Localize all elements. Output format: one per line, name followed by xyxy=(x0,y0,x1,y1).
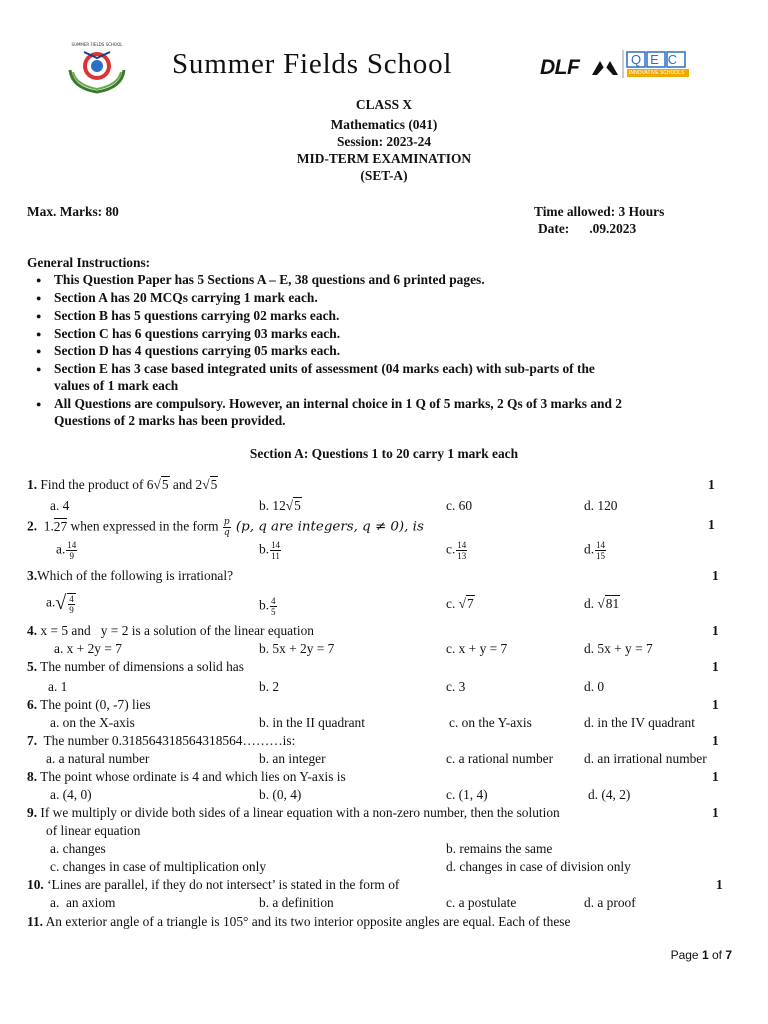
instruction-item: Section D has 4 questions carrying 05 marks each. xyxy=(54,343,341,358)
question-1: 1. Find the product of 6√5 and 2√5 xyxy=(27,477,218,492)
marks-2: 1 xyxy=(708,517,715,532)
marks-4: 1 xyxy=(712,623,719,638)
question-4: 4. x = 5 and y = 2 is a solution of the linear equation xyxy=(27,623,314,638)
time-allowed: Time allowed: 3 Hours xyxy=(534,204,665,219)
option-9c: c. changes in case of multiplication only xyxy=(50,859,267,874)
session-label: Session: 2023-24 xyxy=(336,134,432,149)
option-1d: d. 120 xyxy=(584,498,618,513)
marks-5: 1 xyxy=(712,659,719,674)
option-7a: a. a natural number xyxy=(46,751,150,766)
marks-10: 1 xyxy=(716,877,723,892)
page-number: Page 1 of 7 xyxy=(670,948,732,962)
bullet-icon: ● xyxy=(36,399,42,409)
instruction-item: All Questions are compulsory. However, an internal choice in 1 Q of 5 marks, 2 Qs of 3 marks and 2 xyxy=(54,396,622,411)
bullet-icon: ● xyxy=(36,364,42,374)
option-6d: d. in the IV quadrant xyxy=(584,715,695,730)
bullet-icon: ● xyxy=(36,311,42,321)
option-8a: a. (4, 0) xyxy=(50,787,92,802)
marks-3: 1 xyxy=(712,568,719,583)
set-label: (SET-A) xyxy=(360,168,408,183)
option-6b: b. in the II quadrant xyxy=(259,715,365,730)
marks-1: 1 xyxy=(708,477,715,492)
qec-subtitle: INNOVATIVE SCHOOLS xyxy=(629,70,685,76)
bullet-icon: ● xyxy=(36,346,42,356)
question-7: 7. The number 0.318564318564318564………is: xyxy=(27,733,296,748)
qec-letters: QEC xyxy=(631,52,687,67)
bullet-icon: ● xyxy=(36,329,42,339)
option-1b: b. 12√5 xyxy=(259,498,301,513)
instructions-heading: General Instructions: xyxy=(27,255,151,270)
option-3d: d. √81 xyxy=(584,596,620,611)
section-a-heading: Section A: Questions 1 to 20 carry 1 mark each xyxy=(249,446,519,461)
dlf-logo-text: DLF xyxy=(540,56,580,79)
school-name-title: Summer Fields School xyxy=(172,48,453,80)
question-6: 6. The point (0, -7) lies xyxy=(27,697,151,712)
exam-date: Date: .09.2023 xyxy=(538,221,637,236)
question-9: 9. If we multiply or divide both sides of a linear equation with a non-zero number, then the solution xyxy=(27,805,560,820)
question-8: 8. The point whose ordinate is 4 and which lies on Y-axis is xyxy=(27,769,346,784)
instruction-item: Section B has 5 questions carrying 02 marks each. xyxy=(54,308,340,323)
instruction-item: This Question Paper has 5 Sections A – E, 38 questions and 6 printed pages. xyxy=(54,272,485,287)
instruction-item: Section C has 6 questions carrying 03 marks each. xyxy=(54,326,341,341)
option-9d: d. changes in case of division only xyxy=(446,859,631,874)
option-4d: d. 5x + y = 7 xyxy=(584,641,653,656)
qec-logo xyxy=(622,50,694,80)
question-2: 2. 1.27 when expressed in the form $\frac{p}{q}$ (p, q are integers, q ≠ 0), is xyxy=(27,517,424,538)
option-2a: a. $\frac{14}{9}$ xyxy=(56,540,77,561)
option-6a: a. on the X-axis xyxy=(50,715,135,730)
option-4a: a. x + 2y = 7 xyxy=(54,641,122,656)
option-6c: c. on the Y-axis xyxy=(449,715,532,730)
option-5b: b. 2 xyxy=(259,679,280,694)
subject-label: Mathematics (041) xyxy=(330,117,438,132)
instruction-item-continued: values of 1 mark each xyxy=(54,378,179,393)
option-1a: a. 4 xyxy=(50,498,70,513)
exam-name: MID-TERM EXAMINATION xyxy=(296,151,472,166)
option-8b: b. (0, 4) xyxy=(259,787,302,802)
question-5: 5. The number of dimensions a solid has xyxy=(27,659,244,674)
bullet-icon: ● xyxy=(36,293,42,303)
option-8d: d. (4, 2) xyxy=(588,787,631,802)
class-label: CLASS X xyxy=(355,97,413,112)
option-4b: b. 5x + 2y = 7 xyxy=(259,641,335,656)
option-2c: c. $\frac{14}{13}$ xyxy=(446,540,467,561)
instruction-item-continued: Questions of 2 marks has been provided. xyxy=(54,413,286,428)
marks-8: 1 xyxy=(712,769,719,784)
option-7b: b. an integer xyxy=(259,751,326,766)
question-3: 3.Which of the following is irrational? xyxy=(27,568,234,583)
option-5a: a. 1 xyxy=(48,679,68,694)
option-1c: c. 60 xyxy=(446,498,473,513)
option-3b: b. $\frac{4}{5}$ xyxy=(259,596,276,617)
option-3c: c. √7 xyxy=(446,596,474,611)
option-2b: b. $\frac{14}{11}$ xyxy=(259,540,281,561)
bullet-icon: ● xyxy=(36,275,42,285)
option-5d: d. 0 xyxy=(584,679,605,694)
option-5c: c. 3 xyxy=(446,679,466,694)
instruction-item: Section A has 20 MCQs carrying 1 mark each. xyxy=(54,290,318,305)
option-9a: a. changes xyxy=(50,841,106,856)
svg-text:SUMMER FIELDS SCHOOL: SUMMER FIELDS SCHOOL xyxy=(71,42,123,47)
option-3a: a.√ $\frac{4}{9}$ xyxy=(46,592,74,615)
marks-6: 1 xyxy=(712,697,719,712)
instruction-item: Section E has 3 case based integrated units of assessment (04 marks each) with sub-parts of the xyxy=(54,361,595,376)
option-7d: d. an irrational number xyxy=(584,751,707,766)
school-crest-logo xyxy=(64,40,130,94)
option-10b: b. a definition xyxy=(259,895,334,910)
dlf-triangle-icon xyxy=(590,57,620,77)
option-10d: d. a proof xyxy=(584,895,636,910)
option-8c: c. (1, 4) xyxy=(446,787,488,802)
question-9-continued: of linear equation xyxy=(46,823,141,838)
max-marks: Max. Marks: 80 xyxy=(27,204,119,219)
option-9b: b. remains the same xyxy=(446,841,553,856)
option-7c: c. a rational number xyxy=(446,751,554,766)
question-10: 10. ‘Lines are parallel, if they do not intersect’ is stated in the form of xyxy=(27,877,400,892)
option-10c: c. a postulate xyxy=(446,895,517,910)
option-2d: d. $\frac{14}{15}$ xyxy=(584,540,606,561)
marks-9: 1 xyxy=(712,805,719,820)
option-10a: a. an axiom xyxy=(50,895,116,910)
question-11: 11. An exterior angle of a triangle is 105° and its two interior opposite angles are equal. Each of these xyxy=(27,914,571,929)
marks-7: 1 xyxy=(712,733,719,748)
option-4c: c. x + y = 7 xyxy=(446,641,508,656)
